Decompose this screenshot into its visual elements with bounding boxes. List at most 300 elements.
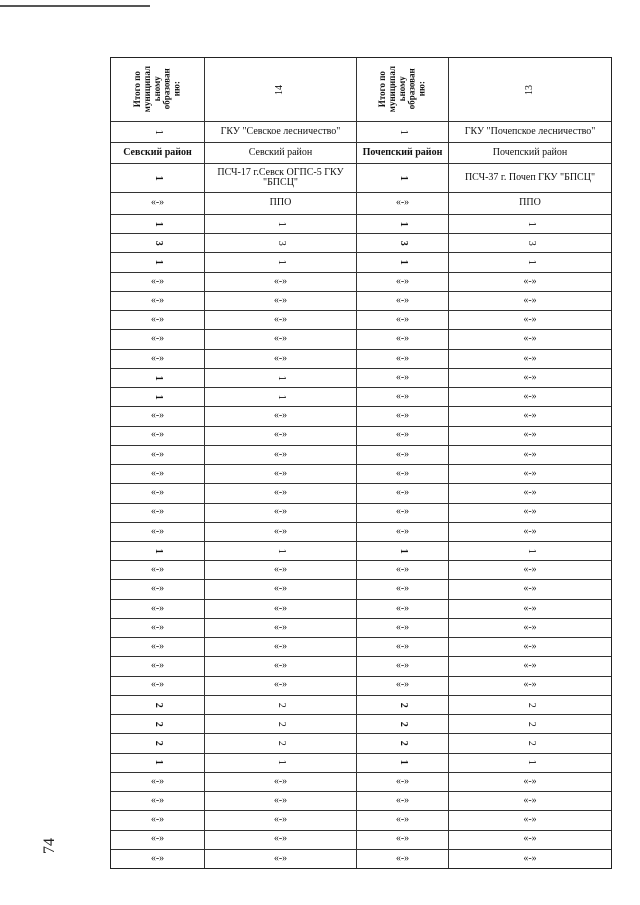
table-cell [111,427,205,445]
cell-value: «-» [150,525,165,537]
cell-value: 1 [152,548,164,554]
cell-value: 1 [275,260,287,266]
cell-value: «-» [395,794,410,806]
cell-value: «-» [395,410,410,422]
table-cell [449,465,611,483]
cell-value: «-» [273,525,288,537]
cell-value: 1 [397,129,409,135]
table-cell [205,580,357,598]
cell-value: «-» [395,390,410,402]
table-row [111,253,611,272]
table-cell [205,504,357,522]
table-cell [111,696,205,714]
cell-value: «-» [523,621,537,633]
cell-value: «-» [273,602,288,614]
table-cell [449,754,611,772]
table-cell [449,350,611,368]
table-cell [205,523,357,541]
cell-value: 1 [152,129,164,135]
table-cell [449,580,611,598]
cell-value: 2 [525,740,537,746]
table-cell: ГКУ "Севское лесничество" [205,122,357,142]
cell-value: 1 [397,260,409,266]
table-row [111,792,611,811]
cell-value: «-» [273,660,288,672]
table-cell [205,696,357,714]
table-cell [449,831,611,849]
table-cell [357,350,449,368]
cell-value: «-» [395,506,410,518]
cell-value: «-» [150,506,165,518]
table-cell [357,811,449,829]
cell-value: 1 [397,548,409,554]
cell-value: «-» [395,314,410,326]
cell-value: «-» [395,467,410,479]
table-cell [357,715,449,733]
table-cell [205,792,357,810]
table-row [111,619,611,638]
cell-value: «-» [150,333,165,345]
table-row [111,234,611,253]
table-row [111,273,611,292]
table-cell [357,561,449,579]
cell-value: «-» [273,448,288,460]
table-cell [205,292,357,310]
table-cell [111,850,205,868]
table-row-district [111,143,611,164]
table-cell: Почепский район [492,146,568,158]
table-cell [449,657,611,675]
table-cell [357,215,449,233]
cell-value: 1 [152,175,164,181]
cell-value: «-» [395,583,410,595]
cell-value: «-» [273,794,288,806]
cell-value: 2 [525,702,537,708]
table-cell [357,234,449,252]
table-cell [449,311,611,329]
cell-value: 1 [525,260,537,266]
table-cell [205,754,357,772]
table-cell [111,292,205,310]
table-cell [357,619,449,637]
cell-value: 1 [397,221,409,227]
table-cell [205,215,357,233]
cell-value: «-» [523,852,537,864]
table-cell: ПСЧ-17 г.Севск ОГПС-5 ГКУ "БПСЦ" [205,164,357,192]
cell-value: «-» [150,564,165,576]
table-cell [205,330,357,348]
table-cell [205,619,357,637]
cell-value: 1 [152,394,164,400]
table-cell [357,696,449,714]
cell-value: «-» [273,564,288,576]
table-cell [357,446,449,464]
table-cell [111,600,205,618]
cell-value: «-» [150,814,165,826]
table-cell [357,523,449,541]
cell-value: 1 [397,760,409,766]
table-cell [111,484,205,502]
cell-value: «-» [395,679,410,691]
cell-value: «-» [273,852,288,864]
table-row [111,734,611,753]
table-cell [111,330,205,348]
cell-value: «-» [150,660,165,672]
table-cell [449,388,611,406]
table-row [111,484,611,503]
table [110,57,612,869]
table-cell [111,773,205,791]
cell-value: «-» [523,352,537,364]
cell-value: «-» [273,429,288,441]
cell-value: «-» [395,621,410,633]
table-row [111,696,611,715]
table-cell [449,273,611,291]
cell-value: «-» [395,352,410,364]
cell-value: «-» [273,333,288,345]
cell-value: «-» [150,429,165,441]
cell-value: «-» [273,467,288,479]
table-cell [205,600,357,618]
table-cell [205,542,357,560]
table-cell [357,734,449,752]
table-cell [449,561,611,579]
header-cell-col-14 [205,58,357,121]
cell-value: 1 [152,260,164,266]
cell-value: «-» [150,294,165,306]
table-cell [205,388,357,406]
table-row [111,811,611,830]
table-cell [111,253,205,271]
table-row [111,657,611,676]
cell-value: 2 [525,721,537,727]
table-row [111,369,611,388]
table-cell [357,311,449,329]
table-cell [205,638,357,656]
cell-value: «-» [395,852,410,864]
table-cell [449,696,611,714]
table-cell [449,773,611,791]
table-row [111,504,611,523]
table-cell [111,311,205,329]
table-cell [357,388,449,406]
table-row [111,215,611,234]
cell-value: «-» [273,775,288,787]
table-cell [205,407,357,425]
table-cell [357,253,449,271]
table-cell [111,164,205,192]
cell-value: «-» [395,641,410,653]
cell-value: «-» [523,506,537,518]
cell-value: 1 [152,221,164,227]
table-cell [111,122,205,142]
cell-value: «-» [395,275,410,287]
cell-value: 1 [525,548,537,554]
table-cell [449,427,611,445]
table-row [111,388,611,407]
table-cell: ППО [519,197,541,209]
cell-value: 1 [275,394,287,400]
table-row [111,311,611,330]
cell-value: 1 [275,548,287,554]
table-cell [449,484,611,502]
table-cell [449,215,611,233]
cell-value: 3 [525,240,537,246]
cell-value: «-» [523,371,537,383]
table-cell [111,465,205,483]
table-cell [449,330,611,348]
table-row [111,330,611,349]
table-cell: Севский район [111,143,205,163]
cell-value: «-» [523,487,537,499]
cell-value: 1 [152,375,164,381]
header-total-label: Итого по муниципал ьному образован ию: [131,66,182,113]
header-col-number: 14 [274,84,286,95]
cell-value: «-» [523,564,537,576]
cell-value: 1 [275,221,287,227]
cell-value: «-» [150,775,165,787]
cell-value: «-» [273,583,288,595]
table-row [111,677,611,696]
table-cell [111,811,205,829]
table-cell [111,677,205,695]
table-cell [449,446,611,464]
cell-value: «-» [395,564,410,576]
table-cell: ПСЧ-37 г. Почеп ГКУ "БПСЦ" [464,171,596,183]
table-cell: «-» [357,193,449,214]
cell-value: «-» [523,429,537,441]
header-total-label: Итого по муниципал ьному образован ию: [376,66,427,113]
cell-value: 3 [152,240,164,246]
table-cell [357,657,449,675]
table-cell [357,292,449,310]
cell-value: «-» [395,487,410,499]
cell-value: «-» [523,525,537,537]
cell-value: «-» [523,275,537,287]
table-cell [449,677,611,695]
table-cell [449,292,611,310]
cell-value: «-» [150,275,165,287]
cell-value: «-» [523,641,537,653]
cell-value: «-» [273,275,288,287]
header-cell-total-sevsk [111,58,205,121]
table-cell [205,850,357,868]
cell-value: «-» [395,814,410,826]
table-cell [205,484,357,502]
cell-value: «-» [273,679,288,691]
table-cell [205,427,357,445]
table-cell [205,657,357,675]
table-row [111,580,611,599]
cell-value: 1 [275,375,287,381]
cell-value: «-» [395,448,410,460]
table-cell [111,273,205,291]
table-cell [205,465,357,483]
table-cell [449,811,611,829]
cell-value: 1 [152,760,164,766]
table-cell [449,619,611,637]
table-row [111,773,611,792]
cell-value: «-» [523,467,537,479]
table-header-row [111,58,611,122]
table-cell [449,369,611,387]
table-cell [205,350,357,368]
cell-value: «-» [523,390,537,402]
table-cell [111,715,205,733]
table-cell [357,638,449,656]
table-row-type [111,193,611,215]
table-cell [357,164,449,192]
table-cell [205,311,357,329]
table-cell [111,350,205,368]
table-row-forestry [111,122,611,143]
table-cell [449,504,611,522]
table-row [111,850,611,868]
cell-value: «-» [523,333,537,345]
cell-value: «-» [523,775,537,787]
table-cell [449,792,611,810]
table-row [111,292,611,311]
cell-value: 2 [397,740,409,746]
cell-value: «-» [395,371,410,383]
table-cell [111,369,205,387]
table-cell [111,407,205,425]
table-cell [205,811,357,829]
cell-value: «-» [273,641,288,653]
cell-value: «-» [150,833,165,845]
table-cell [205,734,357,752]
cell-value: 2 [152,721,164,727]
cell-value: «-» [273,314,288,326]
cell-value: «-» [150,352,165,364]
table-cell [449,234,611,252]
cell-value: «-» [523,833,537,845]
cell-value: 3 [275,240,287,246]
table-cell [111,504,205,522]
table-cell [357,427,449,445]
cell-value: 2 [275,721,287,727]
cell-value: 2 [397,721,409,727]
table-cell [449,523,611,541]
table-cell [357,330,449,348]
table-row [111,427,611,446]
cell-value: «-» [523,583,537,595]
table-cell [205,369,357,387]
table-cell [357,504,449,522]
header-cell-total-pochep [357,58,449,121]
table-cell [357,773,449,791]
cell-value: «-» [150,852,165,864]
table-cell: Почепский район [357,143,449,163]
table-cell [357,677,449,695]
cell-value: «-» [150,410,165,422]
table-cell [111,446,205,464]
table-cell [205,773,357,791]
table-cell [111,754,205,772]
cell-value: «-» [150,679,165,691]
table-row [111,638,611,657]
cell-value: 1 [525,760,537,766]
cell-value: 2 [152,740,164,746]
cell-value: «-» [523,314,537,326]
cell-value: 1 [275,760,287,766]
cell-value: «-» [150,583,165,595]
table-cell [357,407,449,425]
cell-value: «-» [273,833,288,845]
table-cell [357,831,449,849]
cell-value: «-» [150,641,165,653]
table-cell [205,234,357,252]
table-cell [111,831,205,849]
table-cell [357,484,449,502]
table-cell [111,542,205,560]
cell-value: 2 [152,702,164,708]
table-cell [205,273,357,291]
table-row [111,715,611,734]
table-row [111,600,611,619]
cell-value: «-» [395,602,410,614]
cell-value: «-» [273,352,288,364]
table-cell [111,638,205,656]
cell-value: «-» [150,602,165,614]
cell-value: «-» [523,660,537,672]
table-cell [449,638,611,656]
cell-value: «-» [150,621,165,633]
table-cell [111,619,205,637]
table-cell: ППО [205,193,357,214]
page-number: 74 [41,838,58,854]
table-cell [111,234,205,252]
table-cell [449,542,611,560]
cell-value: 2 [397,702,409,708]
cell-value: «-» [395,525,410,537]
table-cell [357,580,449,598]
cell-value: «-» [273,814,288,826]
cell-value: «-» [395,294,410,306]
table-row [111,831,611,850]
table-cell [205,831,357,849]
cell-value: «-» [273,487,288,499]
cell-value: «-» [273,410,288,422]
table-cell [449,715,611,733]
table-cell [111,580,205,598]
table-row [111,523,611,542]
table-cell [111,792,205,810]
table-cell [357,369,449,387]
header-cell-col-13 [449,58,611,121]
cell-value: «-» [395,660,410,672]
cell-value: «-» [523,794,537,806]
cell-value: «-» [395,775,410,787]
table-cell [205,561,357,579]
cell-value: «-» [273,621,288,633]
cell-value: 1 [525,221,537,227]
table-cell [205,253,357,271]
cell-value: «-» [150,314,165,326]
cell-value: «-» [395,429,410,441]
table-cell [357,792,449,810]
table-row [111,446,611,465]
table-cell [357,465,449,483]
table-row [111,350,611,369]
table-cell [357,600,449,618]
table-cell [449,600,611,618]
cell-value: 1 [397,175,409,181]
cell-value: 3 [397,240,409,246]
table-row [111,542,611,561]
table-cell [111,734,205,752]
cell-value: «-» [273,294,288,306]
